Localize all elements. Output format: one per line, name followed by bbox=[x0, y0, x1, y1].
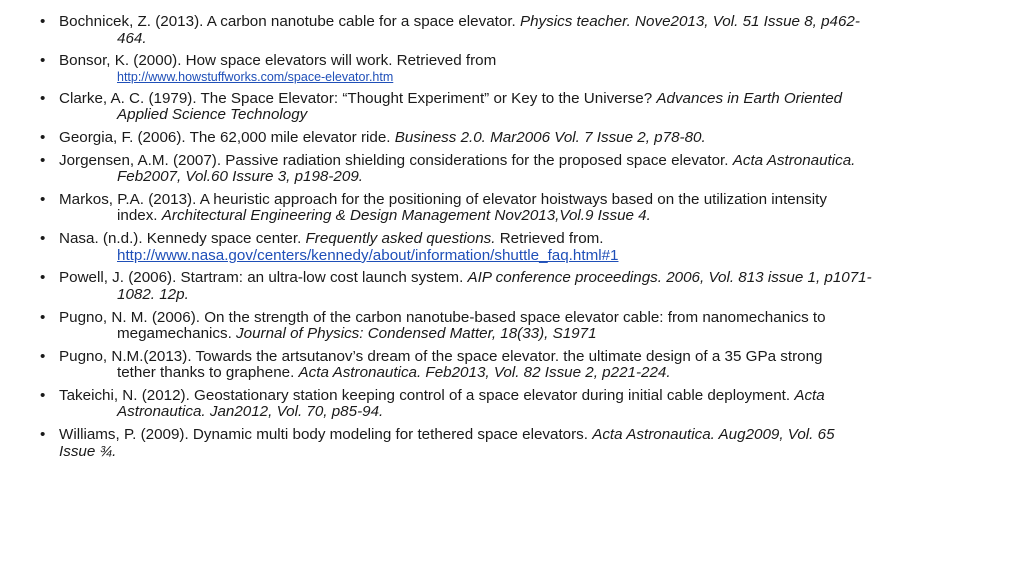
bullet-icon: • bbox=[40, 308, 46, 326]
reference-text: Georgia, F. (2006). The 62,000 mile elevator ride. bbox=[59, 129, 395, 147]
reference-source-continued: Architectural Engineering & Design Management Nov2013,Vol.9 Issue 4. bbox=[161, 207, 651, 225]
reference-line-continued bbox=[59, 365, 994, 382]
bullet-icon: • bbox=[40, 386, 46, 404]
reference-text-continued: tether thanks to graphene. bbox=[117, 364, 299, 382]
reference-source-continued: 1082. 12p. bbox=[117, 285, 189, 303]
reference-line bbox=[59, 153, 994, 170]
reference-line-continued bbox=[59, 169, 994, 186]
reference-line-continued bbox=[59, 404, 994, 421]
reference-source-continued: Acta Astronautica. Feb2013, Vol. 82 Issue 2, p221-224. bbox=[298, 364, 671, 382]
reference-line-continued bbox=[59, 444, 994, 461]
reference-text-continued: megamechanics. bbox=[117, 325, 237, 342]
reference-item bbox=[40, 270, 994, 303]
reference-text: Jorgensen, A.M. (2007). Passive radiation shielding considerations for the proposed space elevator. bbox=[59, 151, 733, 169]
reference-source-continued: Journal of Physics: Condensed Matter, 18(33), S1971 bbox=[236, 325, 597, 342]
reference-line bbox=[59, 310, 994, 327]
reference-line bbox=[59, 192, 994, 209]
reference-item bbox=[40, 427, 994, 460]
reference-line bbox=[59, 388, 994, 405]
reference-line bbox=[59, 427, 994, 444]
reference-source-continued: Issue ¾. bbox=[59, 442, 117, 460]
reference-text: Powell, J. (2006). Startram: an ultra-low cost launch system. bbox=[59, 269, 468, 287]
reference-line bbox=[59, 14, 994, 31]
reference-text-continued: index. bbox=[117, 207, 162, 225]
reference-link[interactable]: http://www.nasa.gov/centers/kennedy/about/information/shuttle_faq.html#1 bbox=[117, 246, 619, 264]
reference-text: Pugno, N. M. (2006). On the strength of the carbon nanotube-based space elevator cable: from nanomechanics to bbox=[59, 308, 826, 326]
reference-line bbox=[59, 53, 994, 70]
reference-item bbox=[40, 349, 994, 382]
reference-line-continued bbox=[59, 107, 994, 124]
reference-source: Acta bbox=[794, 386, 825, 404]
bullet-icon: • bbox=[40, 129, 46, 147]
reference-text: Clarke, A. C. (1979). The Space Elevator: “Thought Experiment” or Key to the Universe? bbox=[59, 89, 657, 107]
reference-line-continued bbox=[59, 208, 994, 225]
bullet-icon: • bbox=[40, 269, 46, 287]
reference-source: AIP conference proceedings. 2006, Vol. 813 issue 1, p1071- bbox=[467, 269, 872, 287]
reference-link[interactable]: http://www.howstuffworks.com/space-elevator.htm bbox=[117, 69, 394, 84]
bullet-icon: • bbox=[40, 151, 46, 169]
reference-source: Physics teacher. Nove2013, Vol. 51 Issue 8, p462- bbox=[519, 13, 860, 30]
bullet-icon: • bbox=[40, 52, 46, 70]
reference-item bbox=[40, 388, 994, 421]
bullet-icon: • bbox=[40, 426, 46, 444]
reference-text: Markos, P.A. (2013). A heuristic approach for the positioning of elevator hoistways based on the utilization intensity bbox=[59, 190, 827, 208]
reference-source: Frequently asked questions. bbox=[305, 230, 496, 248]
reference-source-continued: Applied Science Technology bbox=[117, 106, 308, 124]
reference-link-line bbox=[59, 70, 994, 85]
bullet-icon: • bbox=[40, 190, 46, 208]
reference-source: Acta Astronautica. bbox=[732, 151, 856, 169]
bullet-icon: • bbox=[40, 13, 46, 30]
reference-list bbox=[40, 14, 994, 460]
reference-source-continued: 464. bbox=[117, 29, 147, 47]
reference-text: Pugno, N.M.(2013). Towards the artsutanov’s dream of the space elevator. the ultimate design of a 35 GPa strong bbox=[59, 347, 823, 365]
reference-line bbox=[59, 130, 994, 147]
reference-item bbox=[40, 130, 994, 147]
reference-line bbox=[59, 231, 994, 248]
reference-item bbox=[40, 310, 994, 343]
reference-text: Nasa. (n.d.). Kennedy space center. bbox=[59, 230, 306, 248]
reference-text: Williams, P. (2009). Dynamic multi body modeling for tethered space elevators. bbox=[59, 426, 593, 444]
reference-text: Takeichi, N. (2012). Geostationary station keeping control of a space elevator during initial cable deployment. bbox=[59, 386, 795, 404]
reference-item bbox=[40, 91, 994, 124]
reference-source: Acta Astronautica. Aug2009, Vol. 65 bbox=[592, 426, 835, 444]
reference-item bbox=[40, 14, 994, 47]
reference-line-continued bbox=[59, 326, 994, 343]
reference-source-continued: Astronautica. Jan2012, Vol. 70, p85-94. bbox=[117, 403, 384, 421]
reference-line-continued bbox=[59, 287, 994, 304]
reference-source: Advances in Earth Oriented bbox=[656, 89, 843, 107]
bullet-icon: • bbox=[40, 230, 46, 248]
reference-source-continued: Feb2007, Vol.60 Issure 3, p198-209. bbox=[117, 168, 363, 186]
bullet-icon: • bbox=[40, 347, 46, 365]
reference-item bbox=[40, 192, 994, 225]
reference-item bbox=[40, 231, 994, 264]
reference-item bbox=[40, 53, 994, 85]
reference-line bbox=[59, 91, 994, 108]
reference-source: Business 2.0. Mar2006 Vol. 7 Issue 2, p78-80. bbox=[394, 129, 706, 147]
reference-line-continued bbox=[59, 31, 994, 48]
reference-text: Bochnicek, Z. (2013). A carbon nanotube cable for a space elevator. bbox=[59, 13, 520, 30]
reference-line bbox=[59, 270, 994, 287]
reference-item bbox=[40, 153, 994, 186]
bullet-icon: • bbox=[40, 89, 46, 107]
reference-link-line bbox=[59, 248, 994, 265]
reference-line bbox=[59, 349, 994, 366]
reference-text: Bonsor, K. (2000). How space elevators will work. Retrieved from bbox=[59, 52, 497, 70]
reference-text-tail: Retrieved from. bbox=[495, 230, 604, 248]
